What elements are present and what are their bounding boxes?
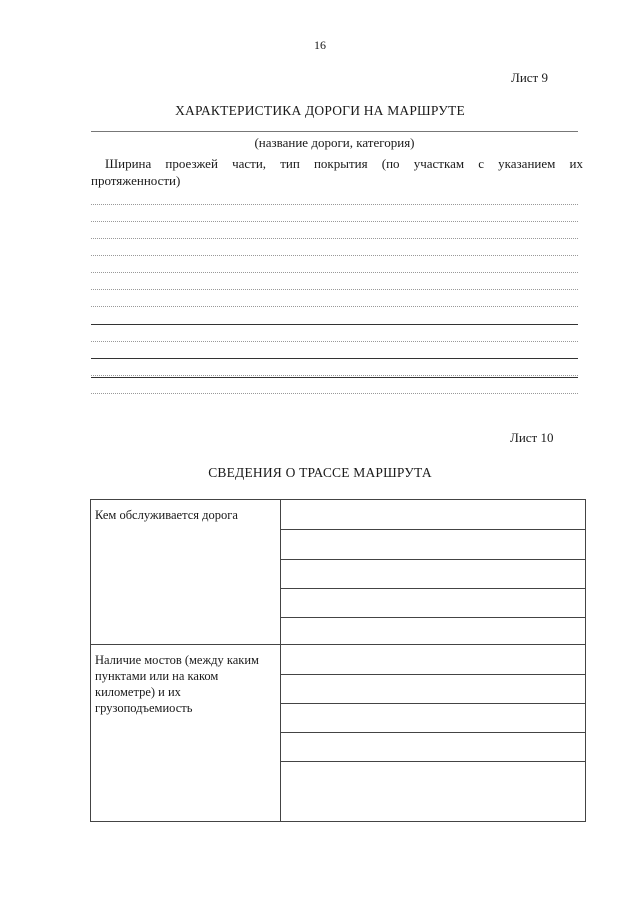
fill-line	[91, 377, 578, 378]
fill-line	[91, 272, 578, 273]
fill-line	[91, 375, 578, 376]
table-fill-cell[interactable]	[281, 589, 586, 618]
page-number: 16	[314, 38, 326, 52]
fill-line	[91, 221, 578, 222]
sheet-10-title: СВЕДЕНИЯ О ТРАССЕ МАРШРУТА	[208, 465, 432, 480]
table-fill-cell[interactable]	[281, 704, 586, 733]
fill-line	[91, 358, 578, 359]
width-line-2: протяженности)	[91, 173, 181, 188]
fill-line	[91, 306, 578, 307]
fill-line	[91, 393, 578, 394]
table-fill-cell[interactable]	[281, 675, 586, 704]
width-line-1: Ширина проезжей части, тип покрытия (по участкам с указанием их	[105, 156, 583, 171]
width-paragraph	[91, 155, 583, 189]
fill-line	[91, 204, 578, 205]
fill-line	[91, 289, 578, 290]
road-name-line	[91, 131, 578, 132]
road-service-label: Кем обслуживается дорога	[91, 500, 281, 645]
table-fill-cell[interactable]	[281, 560, 586, 589]
table-fill-cell[interactable]	[281, 618, 586, 645]
table-fill-cell[interactable]	[281, 733, 586, 762]
table-fill-cell[interactable]	[281, 530, 586, 560]
fill-line	[91, 238, 578, 239]
table-fill-cell[interactable]	[281, 500, 586, 530]
fill-line	[91, 341, 578, 342]
fill-line	[91, 324, 578, 325]
fill-line	[91, 255, 578, 256]
sheet-9-title: ХАРАКТЕРИСТИКА ДОРОГИ НА МАРШРУТЕ	[175, 103, 465, 118]
sheet-10-label: Лист 10	[510, 430, 554, 445]
road-name-caption: (название дороги, категория)	[254, 135, 415, 150]
table-fill-cell[interactable]	[281, 762, 586, 822]
bridges-label: Наличие мостов (между каким пунктами или на каком километре) и их грузоподъемиость	[91, 645, 281, 822]
route-info-table	[90, 499, 586, 822]
sheet-9-label: Лист 9	[511, 70, 548, 85]
table-fill-cell[interactable]	[281, 645, 586, 675]
